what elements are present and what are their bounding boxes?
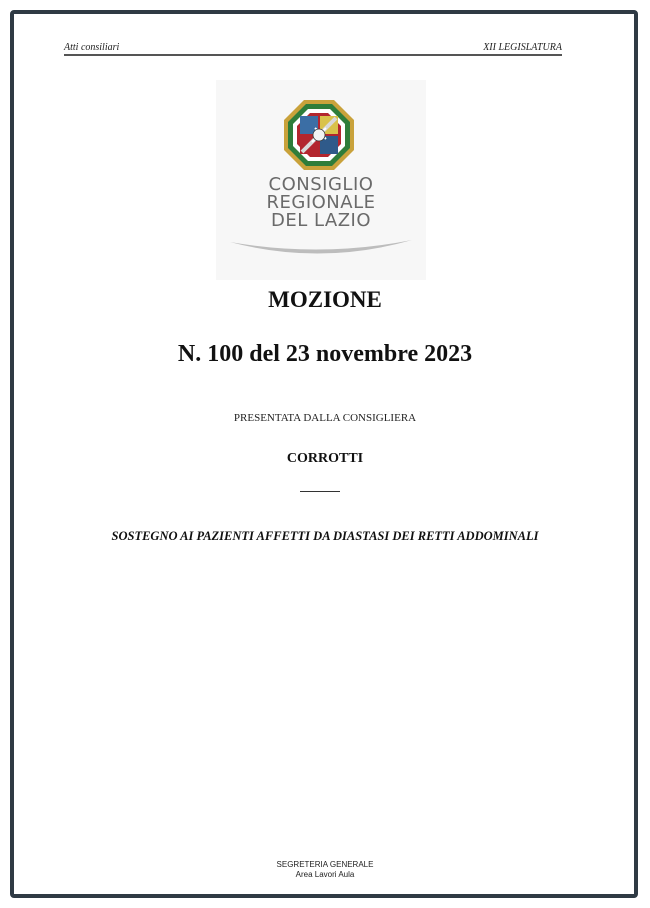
header-left: Atti consiliari [64, 42, 120, 53]
document-type: MOZIONE [268, 287, 382, 312]
logo-wordmark [216, 176, 426, 230]
footer-line-1: SEGRETERIA GENERALE [276, 860, 374, 869]
footer [0, 860, 650, 880]
footer-line-2: Area Lavori Aula [295, 870, 355, 879]
presented-by-label: PRESENTATA DALLA CONSIGLIERA [233, 412, 417, 424]
council-logo [216, 80, 426, 280]
logo-line-1: CONSIGLIO [268, 174, 374, 195]
logo-swoosh [226, 236, 416, 262]
coat-of-arms-emblem [282, 98, 356, 172]
logo-line-3: DEL LAZIO [270, 210, 372, 231]
logo-line-2: REGIONALE [266, 192, 376, 213]
document-number-date: N. 100 del 23 novembre 2023 [177, 341, 473, 367]
header-right: XII LEGISLATURA [483, 42, 562, 53]
divider [300, 491, 340, 492]
author-name: CORROTTI [286, 451, 364, 466]
motion-subject: SOSTEGNO AI PAZIENTI AFFETTI DA DIASTASI DEI RETTI ADDOMINALI [111, 529, 539, 543]
running-header [64, 40, 562, 56]
